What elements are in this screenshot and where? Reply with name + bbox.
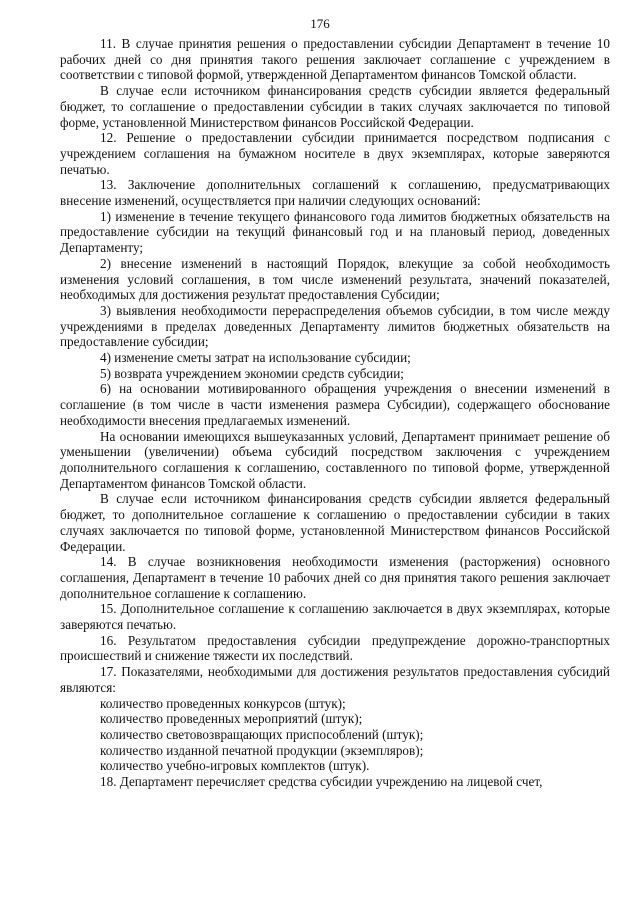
document-body [60, 36, 610, 790]
indicator-item: количество изданной печатной продукции (экземпляров); [100, 742, 424, 758]
paragraph-13-item-3: 3) выявления необходимости перераспределения объемов субсидии, в том числе между учреждениями в пределах доведенных Департаменту лимитов бюджетных обязательств на предоставление субсидии; [60, 302, 610, 350]
paragraph-13-decision: На основании имеющихся вышеуказанных условий, Департамент принимает решение об уменьшении (увеличении) объема субсидий посредством заключения с учреждением дополнительного соглашения к соглашению, составленного по типовой форме, утвержденной Департаментом финансов Томской области. [60, 428, 610, 491]
indicator-item: количество световозвращающих приспособлений (штук); [100, 726, 424, 742]
indicator-item: количество проведенных мероприятий (штук); [100, 711, 363, 727]
paragraph-13-item-4: 4) изменение сметы затрат на использование субсидии; [100, 350, 411, 366]
paragraph-18: 18. Департамент перечисляет средства субсидии учреждению на лицевой счет, [100, 774, 543, 790]
paragraph-17: 17. Показателями, необходимыми для достижения результатов предоставления субсидий являются: [60, 664, 610, 695]
paragraph-13-item-5: 5) возврата учреждением экономии средств субсидии; [100, 365, 404, 381]
page-number: 176 [310, 16, 330, 31]
paragraph-14: 14. В случае возникновения необходимости изменения (расторжения) основного соглашения, Департамент в течение 10 рабочих дней со дня принятия такого решения заключает дополнительное соглашение к соглашению. [60, 554, 610, 601]
paragraph-11-federal: В случае если источником финансирования средств субсидии является федеральный бюджет, то соглашение о предоставлении субсидии в таких случаях заключается по типовой форме, установленной Министерством финансов Российской Федерации. [60, 83, 610, 130]
paragraph-11: 11. В случае принятия решения о предоставлении субсидии Департамент в течение 10 рабочих дней со дня принятия такого решения заключает соглашение с учреждением в соответствии с типовой формой, утвержденной Департаментом финансов Томской области. [60, 36, 610, 83]
paragraph-13-item-2: 2) внесение изменений в настоящий Порядок, влекущие за собой необходимость изменения условий соглашения, в том числе изменений результата, значений показателей, необходимых для достижения результат предоставления Субсидии; [60, 255, 610, 303]
paragraph-15: 15. Дополнительное соглашение к соглашению заключается в двух экземплярах, которые заверяются печатью. [60, 601, 610, 633]
paragraph-13-federal: В случае если источником финансирования средств субсидии является федеральный бюджет, то дополнительное соглашение к соглашению о предоставлении субсидии в таких случаях заключается по типовой форме, установленной Министерством финансов Российской Федерации. [60, 491, 610, 554]
paragraph-13-item-6: 6) на основании мотивированного обращения учреждения о внесении изменений в соглашение (в том числе в части изменения размера Субсидии), содержащего обоснование необходимости внесения предлагаемых изменений. [60, 381, 610, 428]
paragraph-13: 13. Заключение дополнительных соглашений к соглашению, предусматривающих внесение изменений, осуществляется при наличии следующих оснований: [60, 177, 610, 209]
paragraph-12: 12. Решение о предоставлении субсидии принимается посредством подписания с учреждением соглашения на бумажном носителе в двух экземплярах, которые заверяются печатью. [60, 130, 610, 177]
indicator-item: количество проведенных конкурсов (штук); [100, 695, 346, 711]
paragraph-16: 16. Результатом предоставления субсидии предупреждение дорожно-транспортных происшествий и снижение тяжести их последствий. [60, 632, 610, 664]
indicator-item: количество учебно-игровых комплектов (штук). [100, 758, 370, 774]
paragraph-13-item-1: 1) изменение в течение текущего финансового года лимитов бюджетных обязательств на предоставление субсидии на текущий финансовый год и на плановый период, доведенных Департаменту; [60, 208, 610, 256]
